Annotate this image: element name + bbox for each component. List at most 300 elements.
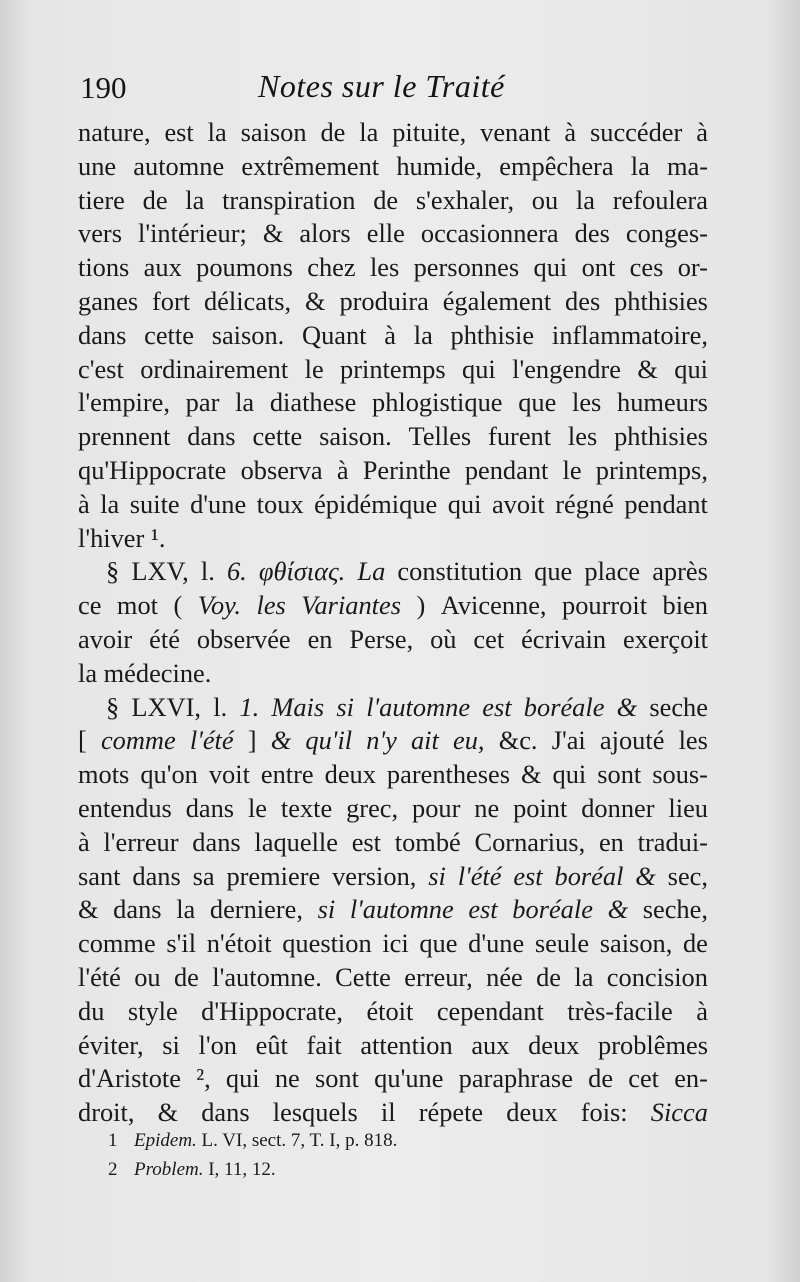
word: d'une bbox=[468, 928, 525, 959]
word: pourroit bbox=[562, 590, 648, 621]
word: mot bbox=[116, 590, 158, 621]
footnote-text: Problem. I, 11, 12. bbox=[134, 1159, 276, 1180]
word: phlogistique bbox=[372, 387, 503, 418]
word: inflammatoire, bbox=[551, 319, 708, 350]
word: erreur, bbox=[404, 961, 473, 992]
running-head: Notes sur le Traité bbox=[258, 68, 505, 104]
word: J'ai bbox=[551, 725, 586, 756]
word: ², bbox=[196, 1063, 211, 1094]
word: droit, bbox=[78, 1097, 135, 1128]
word: de bbox=[536, 961, 562, 992]
word: seche bbox=[649, 691, 708, 722]
word: cet bbox=[628, 1063, 660, 1094]
word: les bbox=[567, 421, 598, 452]
word: ne bbox=[474, 792, 500, 823]
word: de bbox=[682, 928, 708, 959]
word: des bbox=[574, 218, 610, 249]
word: concision bbox=[606, 961, 708, 992]
word: si bbox=[317, 894, 336, 925]
word: écrivain bbox=[521, 623, 607, 654]
word: cette bbox=[252, 421, 303, 452]
word: humeurs bbox=[617, 387, 708, 418]
text-line bbox=[78, 623, 708, 657]
word: mots bbox=[78, 759, 130, 790]
word: cependant bbox=[436, 995, 544, 1026]
word: & bbox=[635, 860, 656, 891]
word: qu'on bbox=[140, 759, 198, 790]
word: cette bbox=[144, 319, 194, 350]
word: médecine. bbox=[103, 657, 212, 688]
word: l. bbox=[200, 556, 215, 587]
text-line bbox=[78, 995, 708, 1029]
word: l'été bbox=[189, 725, 234, 756]
word: éviter, bbox=[78, 1029, 144, 1060]
word: 1. bbox=[239, 691, 260, 722]
word: de bbox=[588, 1063, 614, 1094]
word: ici bbox=[382, 928, 409, 959]
word: la bbox=[413, 319, 433, 350]
word: l'intérieur; bbox=[138, 218, 247, 249]
word: fois: bbox=[580, 1097, 628, 1128]
word: conges- bbox=[625, 218, 708, 249]
word: refoulera bbox=[612, 184, 708, 215]
word: personnes bbox=[413, 252, 520, 283]
word: lieu bbox=[668, 792, 708, 823]
word: qui bbox=[225, 1063, 260, 1094]
word: derniere, bbox=[209, 894, 303, 925]
word: si bbox=[336, 691, 354, 722]
word: en- bbox=[674, 1063, 708, 1094]
body-text bbox=[78, 116, 708, 1130]
word: la bbox=[574, 961, 594, 992]
word: ¹. bbox=[150, 522, 166, 553]
word: Perinthe bbox=[362, 454, 451, 485]
word: parentheses bbox=[386, 759, 511, 790]
text-line bbox=[78, 488, 708, 522]
word: phthisies bbox=[614, 285, 708, 316]
word: tombé bbox=[394, 826, 461, 857]
word: deux bbox=[506, 1097, 558, 1128]
word: qui bbox=[533, 252, 568, 283]
word: boréale bbox=[523, 691, 605, 722]
word: phthisie bbox=[450, 319, 535, 350]
word: chez bbox=[307, 252, 356, 283]
word: l'été bbox=[78, 961, 121, 992]
word: Voy. bbox=[197, 590, 241, 621]
word: répete bbox=[418, 1097, 484, 1128]
word: saison, bbox=[599, 928, 673, 959]
word: dans bbox=[113, 894, 162, 925]
word: qu'il bbox=[305, 725, 353, 756]
word: est bbox=[164, 117, 194, 147]
word: seule bbox=[534, 928, 590, 959]
word: sa bbox=[192, 860, 215, 891]
word: d'Aristote bbox=[78, 1063, 181, 1094]
word: phthisies bbox=[614, 421, 708, 452]
text-line bbox=[78, 116, 708, 150]
word: ou bbox=[531, 184, 559, 215]
text-line bbox=[78, 353, 708, 387]
word: une bbox=[78, 150, 117, 181]
word: humide, bbox=[396, 150, 483, 181]
page-number: 190 bbox=[80, 70, 127, 105]
word: question bbox=[282, 928, 372, 959]
word: que bbox=[419, 928, 458, 959]
word: & bbox=[521, 759, 542, 790]
word: régné bbox=[555, 488, 614, 519]
word: qui bbox=[674, 353, 708, 384]
word: dans bbox=[185, 792, 235, 823]
word: Sicca bbox=[650, 1097, 708, 1128]
word: vers bbox=[78, 218, 122, 249]
word: le bbox=[304, 353, 324, 384]
word: à bbox=[78, 826, 90, 857]
text-line bbox=[78, 826, 708, 860]
word: tions bbox=[78, 252, 130, 283]
word: pour bbox=[412, 792, 461, 823]
word: tradui- bbox=[637, 826, 708, 857]
word: délicats, bbox=[203, 285, 292, 316]
word: ganes bbox=[78, 285, 139, 316]
text-line bbox=[78, 691, 708, 725]
word: ajouté bbox=[599, 725, 665, 756]
word: poumons bbox=[196, 252, 293, 283]
text-line bbox=[78, 555, 708, 589]
word: occasionnera bbox=[420, 218, 559, 249]
word: les bbox=[369, 252, 400, 283]
word: est bbox=[482, 691, 512, 722]
word: version, bbox=[332, 860, 417, 891]
word: dans bbox=[78, 319, 127, 350]
word: sant bbox=[78, 860, 121, 891]
word: que bbox=[534, 556, 573, 587]
word: pendant bbox=[464, 454, 549, 485]
word: qu'une bbox=[374, 1063, 444, 1094]
word: laquelle bbox=[254, 826, 338, 857]
word: & bbox=[157, 1097, 179, 1128]
word: Mais bbox=[271, 691, 325, 722]
word: cet bbox=[473, 623, 505, 654]
word: sec, bbox=[667, 860, 708, 891]
page-header bbox=[68, 66, 728, 114]
word: pituite, bbox=[392, 117, 467, 147]
text-line bbox=[78, 1029, 708, 1063]
word: LXVI, bbox=[131, 691, 202, 722]
word: sont bbox=[314, 1063, 359, 1094]
word: que bbox=[518, 387, 557, 418]
word: la bbox=[100, 488, 120, 519]
word: & bbox=[637, 353, 658, 384]
word: n'y bbox=[366, 725, 397, 756]
word: boréale bbox=[512, 894, 593, 925]
word: la bbox=[359, 117, 379, 147]
word: diathese bbox=[269, 387, 357, 418]
word: ou bbox=[134, 961, 161, 992]
footnotes bbox=[108, 1126, 708, 1184]
text-line bbox=[78, 724, 708, 758]
text-line bbox=[78, 217, 708, 251]
word: attention bbox=[360, 1029, 453, 1060]
word: d'Hippocrate, bbox=[201, 995, 343, 1026]
word: saison bbox=[240, 117, 307, 147]
word: § bbox=[106, 556, 120, 587]
word: Cornarius, bbox=[474, 826, 586, 857]
word: l'erreur bbox=[103, 826, 179, 857]
footnote-number: 1 bbox=[108, 1130, 118, 1151]
word: observée bbox=[196, 623, 291, 654]
word: les bbox=[256, 590, 286, 621]
word: nature, bbox=[78, 117, 151, 147]
word: saison. bbox=[319, 421, 392, 452]
word: n'étoit bbox=[206, 928, 272, 959]
word: également bbox=[442, 285, 552, 316]
word: problêmes bbox=[598, 1029, 708, 1060]
word: eût bbox=[255, 1029, 288, 1060]
word: à bbox=[336, 454, 349, 485]
word: est bbox=[351, 826, 382, 857]
word: s'il bbox=[166, 928, 197, 959]
text-line bbox=[78, 961, 708, 995]
word: la bbox=[185, 184, 205, 215]
word: qui bbox=[552, 759, 587, 790]
word: [ bbox=[78, 725, 87, 756]
word: l'automne bbox=[349, 894, 454, 925]
word: ( bbox=[173, 590, 183, 621]
text-line bbox=[78, 893, 708, 927]
text-line bbox=[78, 184, 708, 218]
word: comme bbox=[100, 725, 176, 756]
word: venant bbox=[480, 117, 551, 147]
word: le bbox=[562, 454, 582, 485]
word: voit bbox=[208, 759, 250, 790]
word: grec, bbox=[346, 792, 399, 823]
word: l'automne. bbox=[212, 961, 322, 992]
word: qu'Hippocrate bbox=[78, 454, 227, 485]
word: les bbox=[678, 725, 708, 756]
word: dans bbox=[192, 826, 241, 857]
word: à bbox=[78, 488, 90, 519]
word: tiere bbox=[78, 184, 125, 215]
word: saison. bbox=[211, 319, 285, 350]
footnote-number: 2 bbox=[108, 1159, 118, 1180]
word: ] bbox=[247, 725, 257, 756]
word: où bbox=[430, 623, 457, 654]
word: & bbox=[262, 218, 284, 249]
word: de bbox=[320, 117, 346, 147]
word: ont bbox=[581, 252, 616, 283]
word: observa bbox=[240, 454, 323, 485]
word: printemps bbox=[340, 353, 446, 384]
word: épidémique bbox=[314, 488, 438, 519]
word: l'automne bbox=[366, 691, 471, 722]
word: en bbox=[307, 623, 333, 654]
word: LXV, bbox=[131, 556, 189, 587]
text-line bbox=[78, 1062, 708, 1096]
word: est bbox=[468, 894, 498, 925]
word: Quant bbox=[302, 319, 367, 350]
word: s'exhaler, bbox=[415, 184, 515, 215]
word: place bbox=[584, 556, 641, 587]
word: en bbox=[598, 826, 624, 857]
word: automne bbox=[133, 150, 225, 181]
word: du bbox=[78, 995, 105, 1026]
word: ordinairement bbox=[140, 353, 289, 384]
text-line bbox=[78, 285, 708, 319]
word: le bbox=[247, 792, 268, 823]
word: à bbox=[696, 117, 708, 147]
word: la bbox=[575, 184, 595, 215]
word: par bbox=[185, 387, 220, 418]
word: de bbox=[373, 184, 399, 215]
word: &c. bbox=[498, 725, 538, 756]
word: dans bbox=[187, 421, 236, 452]
word: sous- bbox=[652, 759, 708, 790]
word: donner bbox=[581, 792, 655, 823]
word: empêchera bbox=[499, 150, 614, 181]
word: elle bbox=[366, 218, 405, 249]
word: bien bbox=[662, 590, 708, 621]
word: extrêmement bbox=[241, 150, 380, 181]
word: née bbox=[486, 961, 523, 992]
text-line bbox=[78, 420, 708, 454]
word: après bbox=[652, 556, 708, 587]
word: à bbox=[564, 117, 577, 147]
footnote-text: Epidem. L. VI, sect. 7, T. I, p. 818. bbox=[134, 1130, 398, 1151]
word: Variantes bbox=[301, 590, 401, 621]
word: deux bbox=[528, 1029, 580, 1060]
word: ce bbox=[78, 590, 102, 621]
word: & bbox=[270, 725, 292, 756]
word: la bbox=[630, 150, 650, 181]
word: dans bbox=[201, 1097, 250, 1128]
word: Telles bbox=[408, 421, 472, 452]
word: or- bbox=[677, 252, 708, 283]
word: il bbox=[380, 1097, 396, 1128]
word: succéder bbox=[590, 117, 683, 147]
text-line bbox=[78, 1096, 708, 1130]
word: style bbox=[127, 995, 178, 1026]
word: paraphrase bbox=[458, 1063, 573, 1094]
word: transpiration bbox=[222, 184, 356, 215]
word: entendus bbox=[78, 792, 172, 823]
word: si bbox=[428, 860, 446, 891]
word: à bbox=[384, 319, 396, 350]
word: de bbox=[142, 184, 168, 215]
word: lesquels bbox=[272, 1097, 358, 1128]
word: c'est bbox=[78, 353, 124, 384]
word: fait bbox=[306, 1029, 342, 1060]
word: & bbox=[607, 894, 629, 925]
word: à bbox=[696, 995, 708, 1026]
word: prennent bbox=[78, 421, 171, 452]
word: exerçoit bbox=[623, 623, 708, 654]
word: texte bbox=[280, 792, 333, 823]
word: avoir bbox=[78, 623, 133, 654]
word: La bbox=[357, 556, 386, 587]
word: la bbox=[176, 894, 196, 925]
word: suite bbox=[129, 488, 180, 519]
word: Perse, bbox=[349, 623, 414, 654]
text-line bbox=[78, 522, 708, 556]
word: avoit bbox=[491, 488, 545, 519]
word: ) bbox=[416, 590, 426, 621]
word: point bbox=[513, 792, 568, 823]
word: l. bbox=[213, 691, 228, 722]
word: l'hiver bbox=[78, 522, 151, 553]
word: l'empire, bbox=[78, 387, 170, 418]
word: ne bbox=[274, 1063, 300, 1094]
text-line bbox=[78, 860, 708, 894]
word: la bbox=[207, 117, 227, 147]
word: l'été bbox=[457, 860, 502, 891]
footnote bbox=[108, 1126, 708, 1155]
word: pendant bbox=[624, 488, 708, 519]
word: l'engendre bbox=[512, 353, 621, 384]
word: les bbox=[572, 387, 602, 418]
word: eu, bbox=[453, 725, 485, 756]
text-line bbox=[78, 319, 708, 353]
word: ces bbox=[629, 252, 664, 283]
word: aux bbox=[143, 252, 182, 283]
text-line bbox=[78, 150, 708, 184]
word: & bbox=[78, 894, 99, 925]
word: dans bbox=[132, 860, 181, 891]
word: fort bbox=[151, 285, 191, 316]
word: & bbox=[305, 285, 326, 316]
word: comme bbox=[78, 928, 156, 959]
word: est bbox=[513, 860, 543, 891]
text-line bbox=[78, 589, 708, 623]
text-line bbox=[78, 657, 708, 691]
text-line bbox=[78, 386, 708, 420]
word: d'une bbox=[190, 488, 247, 519]
word: premiere bbox=[226, 860, 321, 891]
word: Cette bbox=[335, 961, 391, 992]
word: constitution bbox=[397, 556, 523, 587]
word: produira bbox=[339, 285, 429, 316]
text-line bbox=[78, 454, 708, 488]
word: étoit bbox=[366, 995, 414, 1026]
word: été bbox=[149, 623, 180, 654]
word: qui bbox=[447, 488, 482, 519]
word: sont bbox=[597, 759, 642, 790]
text-line bbox=[78, 927, 708, 961]
word: des bbox=[565, 285, 601, 316]
word: très-facile bbox=[567, 995, 673, 1026]
word: boréal bbox=[554, 860, 624, 891]
word: & bbox=[616, 691, 638, 722]
word: de bbox=[173, 961, 199, 992]
word: toux bbox=[256, 488, 304, 519]
word: qui bbox=[462, 353, 496, 384]
text-line bbox=[78, 758, 708, 792]
word: l'on bbox=[198, 1029, 237, 1060]
word: ma- bbox=[666, 150, 708, 181]
word: seche, bbox=[642, 894, 708, 925]
word: la bbox=[235, 387, 255, 418]
word: alors bbox=[299, 218, 351, 249]
word: aux bbox=[471, 1029, 510, 1060]
word: § bbox=[106, 691, 120, 722]
footnote bbox=[108, 1155, 708, 1184]
word: Avicenne, bbox=[440, 590, 547, 621]
word: furent bbox=[488, 421, 552, 452]
word: la bbox=[78, 657, 104, 688]
word: φθίσιας. bbox=[258, 556, 346, 587]
text-line bbox=[78, 251, 708, 285]
word: entre bbox=[260, 759, 314, 790]
word: ait bbox=[410, 725, 439, 756]
